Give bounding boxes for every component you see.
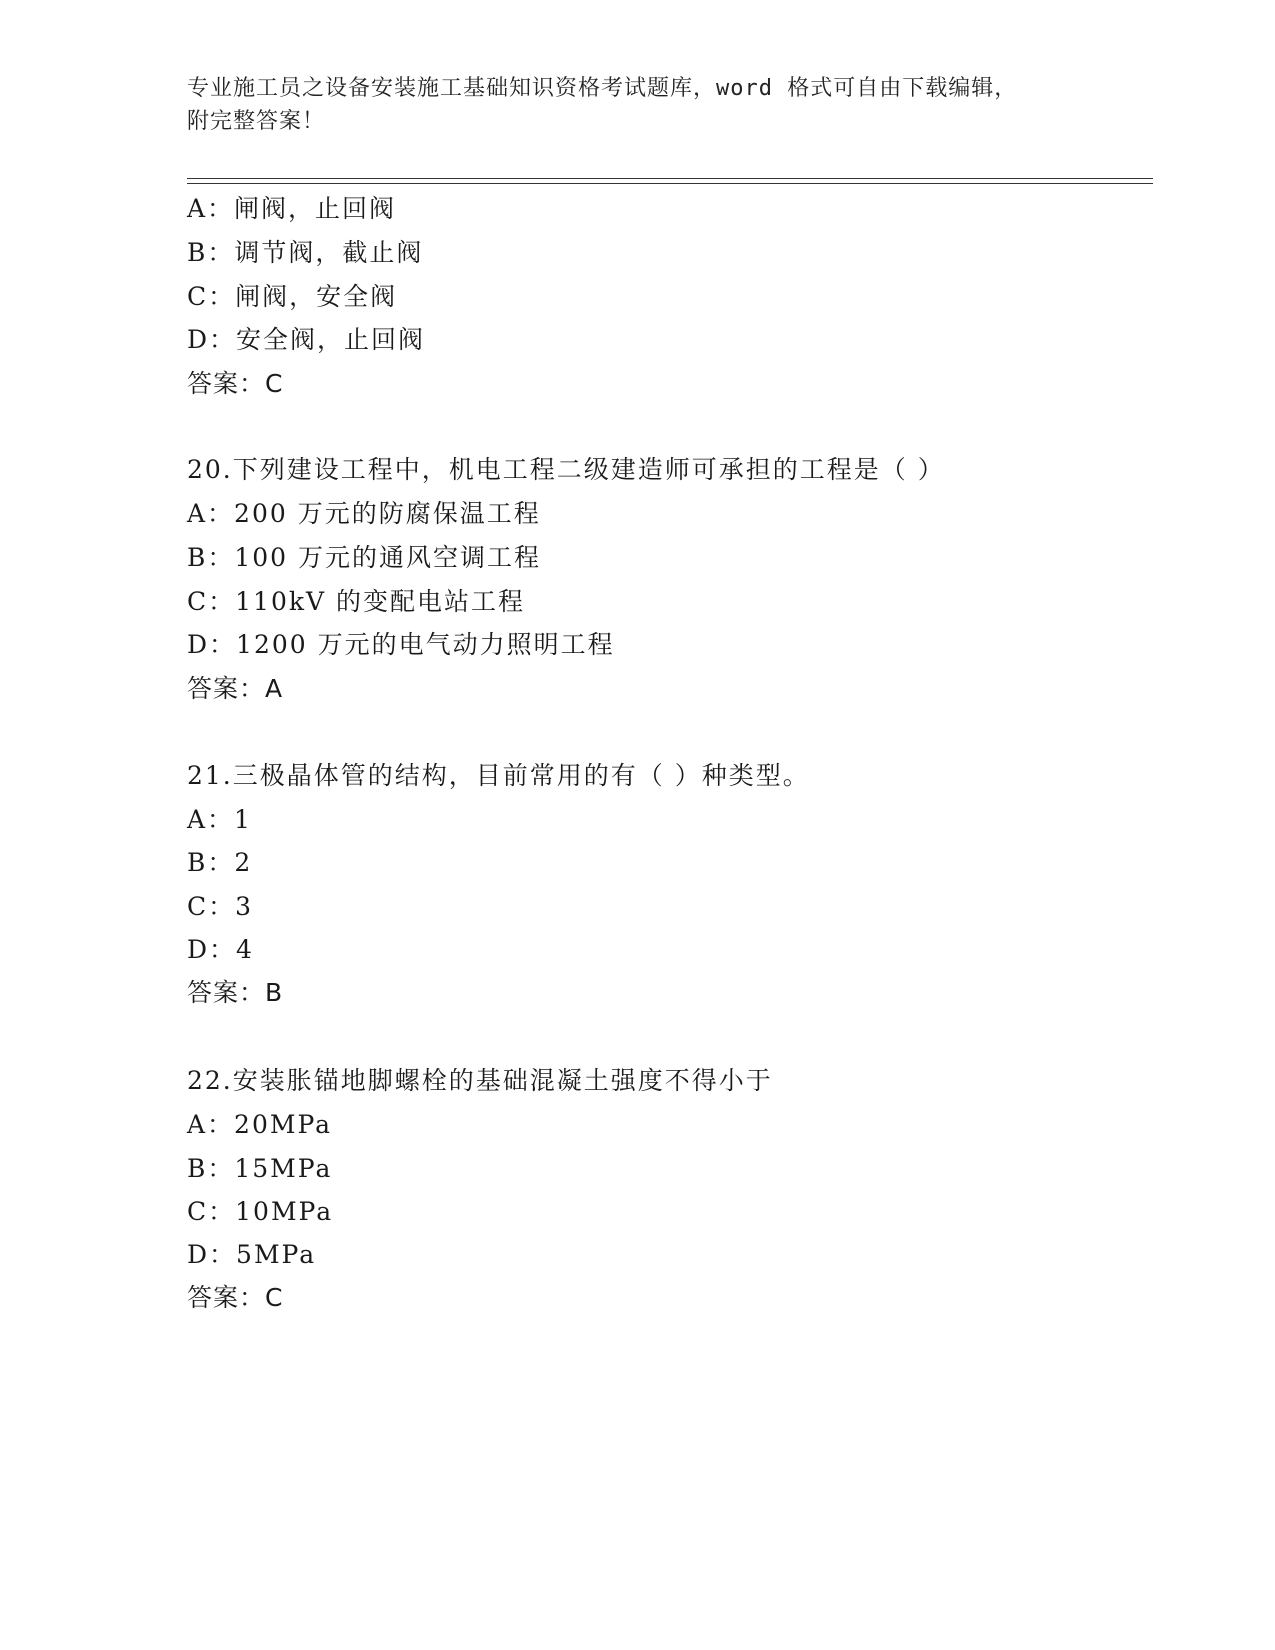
- q19-option-d: D：安全阀，止回阀: [187, 325, 426, 354]
- q22-option-d: D：5MPa: [187, 1240, 317, 1269]
- q21-option-d: D：4: [187, 935, 254, 964]
- header-line-1: 专业施工员之设备安装施工基础知识资格考试题库，word 格式可自由下载编辑，: [187, 76, 1018, 101]
- q22-option-b: B：15MPa: [187, 1154, 333, 1183]
- q19-option-b: B：调节阀，截止阀: [187, 238, 424, 267]
- q21-question: 21.三极晶体管的结构，目前常用的有（ ）种类型。: [187, 761, 810, 790]
- q22-option-c: C：10MPa: [187, 1197, 334, 1226]
- q20-option-a: A：200 万元的防腐保温工程: [187, 499, 541, 528]
- q19-option-a: A：闸阀，止回阀: [187, 194, 397, 223]
- q21-option-b: B：2: [187, 848, 253, 877]
- q21-option-a: A：1: [187, 805, 252, 834]
- header-line-2: 附完整答案！: [187, 109, 326, 134]
- q19-answer: 答案：C: [187, 369, 284, 398]
- q20-option-d: D：1200 万元的电气动力照明工程: [187, 630, 615, 659]
- q22-option-a: A：20MPa: [187, 1110, 333, 1139]
- q20-option-c: C：110kV 的变配电站工程: [187, 587, 525, 616]
- document-header: [187, 72, 1087, 138]
- q20-answer: 答案：A: [187, 674, 284, 703]
- q22-answer: 答案：C: [187, 1283, 284, 1312]
- q21-option-c: C：3: [187, 892, 254, 921]
- q20-question: 20.下列建设工程中，机电工程二级建造师可承担的工程是（ ）: [187, 455, 945, 484]
- q22-question: 22.安装胀锚地脚螺栓的基础混凝土强度不得小于: [187, 1066, 773, 1095]
- q21-answer: 答案：B: [187, 978, 284, 1007]
- header-divider-bottom: [187, 183, 1153, 184]
- q20-option-b: B：100 万元的通风空调工程: [187, 543, 542, 572]
- q19-option-c: C：闸阀，安全阀: [187, 282, 398, 311]
- header-divider-top: [187, 178, 1153, 179]
